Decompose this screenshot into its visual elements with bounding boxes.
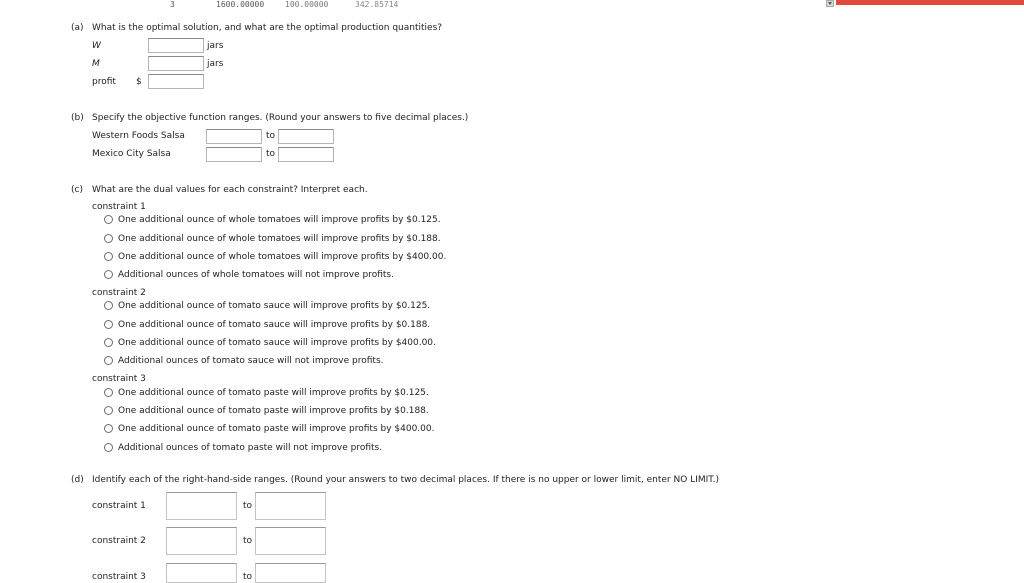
profit-currency: $ [136, 77, 142, 87]
c1-option-2-label: One additional ounce of whole tomatoes will improve profits by $0.188. [118, 234, 441, 244]
part-b-question: Specify the objective function ranges. (Round your answers to five decimal places.) [92, 113, 469, 123]
c3-option-3-label: One additional ounce of tomato paste will improve profits by $400.00. [118, 424, 435, 434]
c1-option-1-radio[interactable] [104, 215, 113, 224]
western-to: to [266, 131, 276, 141]
c1-title: constraint 1 [92, 202, 146, 212]
c3-option-2-label: One additional ounce of tomato paste will improve profits by $0.188. [118, 406, 429, 416]
m-unit: jars [207, 59, 224, 69]
var-m-label: M [92, 59, 100, 69]
w-input[interactable] [148, 38, 204, 53]
c3-option-2-radio[interactable] [104, 406, 113, 415]
top-cell-1: 3 [170, 0, 175, 9]
c1-option-2-radio[interactable] [104, 234, 113, 243]
c3-option-1-label: One additional ounce of tomato paste will improve profits by $0.125. [118, 388, 429, 398]
mexico-lower-input[interactable] [206, 147, 262, 162]
western-lower-input[interactable] [206, 129, 262, 144]
d-c3-label: constraint 3 [92, 572, 146, 582]
var-w-label: W [92, 41, 101, 51]
western-upper-input[interactable] [278, 129, 334, 144]
c1-option-1-label: One additional ounce of whole tomatoes will improve profits by $0.125. [118, 215, 441, 225]
mexico-to: to [266, 149, 276, 159]
part-c-question: What are the dual values for each constraint? Interpret each. [92, 185, 368, 195]
c2-option-3-radio[interactable] [104, 338, 113, 347]
c2-option-1-label: One additional ounce of tomato sauce will improve profits by $0.125. [118, 301, 431, 311]
d-c1-upper-input[interactable] [255, 492, 326, 520]
c3-option-4-label: Additional ounces of tomato paste will not improve profits. [118, 443, 383, 453]
c2-title: constraint 2 [92, 288, 146, 298]
c2-option-4-radio[interactable] [104, 356, 113, 365]
d-c2-to: to [243, 536, 253, 546]
c1-option-4-radio[interactable] [104, 270, 113, 279]
c2-option-3-label: One additional ounce of tomato sauce will improve profits by $400.00. [118, 338, 436, 348]
profit-label: profit [92, 77, 116, 87]
mexico-upper-input[interactable] [278, 147, 334, 162]
part-a-label: (a) [71, 23, 84, 33]
western-foods-label: Western Foods Salsa [92, 131, 185, 141]
c1-option-4-label: Additional ounces of whole tomatoes will not improve profits. [118, 270, 394, 280]
part-d-label: (d) [71, 475, 84, 485]
c2-option-4-label: Additional ounces of tomato sauce will not improve profits. [118, 356, 384, 366]
d-c1-to: to [243, 501, 253, 511]
c2-option-1-radio[interactable] [104, 301, 113, 310]
top-cell-2: 1600.00000 [216, 0, 265, 9]
m-input[interactable] [148, 56, 204, 71]
profit-input[interactable] [148, 74, 204, 89]
c1-option-3-radio[interactable] [104, 252, 113, 261]
dropdown-arrow-icon[interactable] [826, 0, 834, 7]
d-c1-lower-input[interactable] [166, 492, 237, 520]
d-c1-label: constraint 1 [92, 501, 146, 511]
mexico-city-label: Mexico City Salsa [92, 149, 171, 159]
c3-option-1-radio[interactable] [104, 388, 113, 397]
part-a-question: What is the optimal solution, and what are the optimal production quantities? [92, 23, 443, 33]
top-cell-4: 342.85714 [355, 0, 399, 9]
c3-option-3-radio[interactable] [104, 424, 113, 433]
part-d-question: Identify each of the right-hand-side ranges. (Round your answers to two decimal places. If there is no upper or lower limit, enter NO LIMIT.) [92, 475, 720, 485]
d-c2-upper-input[interactable] [255, 527, 326, 555]
part-b-label: (b) [71, 113, 84, 123]
accent-bar [836, 0, 1024, 5]
top-cell-3: 100.00000 [285, 0, 329, 9]
c2-option-2-radio[interactable] [104, 320, 113, 329]
d-c2-label: constraint 2 [92, 536, 146, 546]
w-unit: jars [207, 41, 224, 51]
part-c-label: (c) [71, 185, 83, 195]
c1-option-3-label: One additional ounce of whole tomatoes will improve profits by $400.00. [118, 252, 447, 262]
c3-option-4-radio[interactable] [104, 443, 113, 452]
d-c3-upper-input[interactable] [255, 563, 326, 583]
c3-title: constraint 3 [92, 374, 146, 384]
d-c2-lower-input[interactable] [166, 527, 237, 555]
d-c3-to: to [243, 572, 253, 582]
c2-option-2-label: One additional ounce of tomato sauce will improve profits by $0.188. [118, 320, 431, 330]
d-c3-lower-input[interactable] [166, 563, 237, 583]
